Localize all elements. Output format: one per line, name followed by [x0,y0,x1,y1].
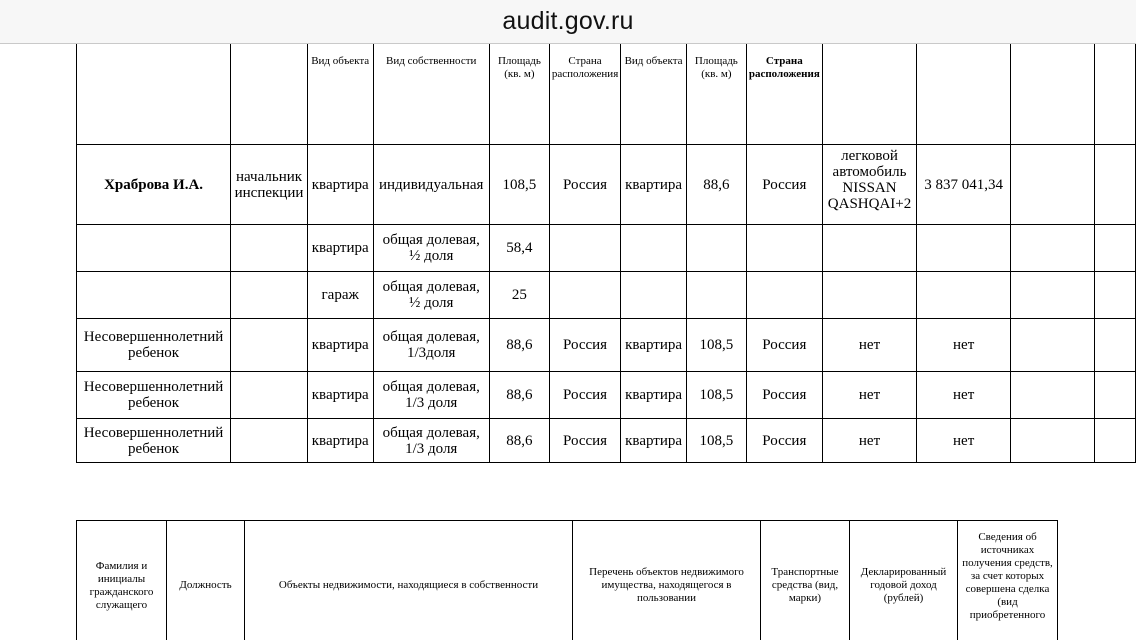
header-area-used: Площадь (кв. м) [686,44,746,145]
table-row [77,272,1136,319]
table-row [77,225,1136,272]
ownership-type: общая долевая, 1/3 доля [373,419,489,463]
table-row [77,419,1136,463]
declared-income [917,225,1011,272]
official-position [231,272,308,319]
ownership-type: общая долевая, 1/3доля [373,319,489,372]
header-empty-extra [1095,44,1136,145]
income-sources [1011,372,1095,419]
header-empty-name [77,44,231,145]
used-country: Россия [746,372,822,419]
income-sources [1011,319,1095,372]
used-object-type: квартира [621,372,687,419]
owned-object-type: квартира [307,225,373,272]
owned-area: 88,6 [489,319,549,372]
owned-object-type: квартира [307,319,373,372]
declared-income: 3 837 041,34 [917,145,1011,225]
income-sources [1011,272,1095,319]
used-country: Россия [746,319,822,372]
declared-income [917,272,1011,319]
owned-country: Россия [549,319,620,372]
used-area: 108,5 [686,372,746,419]
used-object-type: квартира [621,145,687,225]
official-name: Несовершеннолетний ребенок [77,319,231,372]
declared-income: нет [917,372,1011,419]
used-country [746,272,822,319]
official-name: Храброва И.А. [77,145,231,225]
ownership-type: общая долевая, ½ доля [373,272,489,319]
header-country-used: Страна расположения [746,44,822,145]
used-object-type [621,225,687,272]
header-ownership-type: Вид собственности [373,44,489,145]
used-country: Россия [746,419,822,463]
used-area [686,272,746,319]
owned-area: 88,6 [489,419,549,463]
owned-object-type: квартира [307,372,373,419]
ownership-type: общая долевая, 1/3 доля [373,372,489,419]
used-area: 88,6 [686,145,746,225]
owned-country: Россия [549,372,620,419]
header-income-sources: Сведения об источниках получения средств, за счет которых совершена сделка (вид приобретенного [958,521,1058,640]
used-object-type: квартира [621,319,687,372]
header-row [77,521,1058,640]
income-sources [1011,225,1095,272]
header-object-type-owned: Вид объекта [307,44,373,145]
used-area: 108,5 [686,319,746,372]
used-area: 108,5 [686,419,746,463]
transport-vehicle: нет [822,319,916,372]
owned-country: Россия [549,145,620,225]
owned-country [549,272,620,319]
declared-income: нет [917,319,1011,372]
table-row [77,372,1136,419]
second-table-header [76,520,1058,640]
header-owned-property: Объекты недвижимости, находящиеся в собственности [245,521,573,640]
declaration-table [76,44,1136,463]
transport-vehicle: нет [822,419,916,463]
official-name [77,225,231,272]
header-country-owned: Страна расположения [549,44,620,145]
income-sources [1011,145,1095,225]
table-row [77,145,1136,225]
extra-cell [1095,419,1136,463]
declared-income: нет [917,419,1011,463]
owned-country: Россия [549,419,620,463]
used-country: Россия [746,145,822,225]
header-empty-income [917,44,1011,145]
header-row [77,44,1136,145]
official-position [231,319,308,372]
official-name [77,272,231,319]
owned-country [549,225,620,272]
header-area-owned: Площадь (кв. м) [489,44,549,145]
owned-area: 25 [489,272,549,319]
income-sources [1011,419,1095,463]
document-page [0,44,1136,640]
owned-object-type: квартира [307,145,373,225]
owned-area: 88,6 [489,372,549,419]
header-declared-income: Декларированный годовой доход (рублей) [850,521,958,640]
url-text[interactable]: audit.gov.ru [502,7,634,35]
extra-cell [1095,272,1136,319]
header-object-type-used: Вид объекта [621,44,687,145]
official-name: Несовершеннолетний ребенок [77,419,231,463]
extra-cell [1095,372,1136,419]
browser-address-bar[interactable] [0,0,1136,44]
extra-cell [1095,225,1136,272]
header-transport: Транспортные средства (вид, марки) [761,521,850,640]
header-full-name: Фамилия и инициалы гражданского служащего [77,521,167,640]
official-name: Несовершеннолетний ребенок [77,372,231,419]
ownership-type: индивидуальная [373,145,489,225]
official-position: начальник инспекции [231,145,308,225]
used-area [686,225,746,272]
extra-cell [1095,319,1136,372]
header-used-property: Перечень объектов недвижимого имущества, находящегося в пользовании [573,521,761,640]
owned-area: 108,5 [489,145,549,225]
extra-cell [1095,145,1136,225]
transport-vehicle: легковой автомобиль NISSAN QASHQAI+2 [822,145,916,225]
header-empty-position [231,44,308,145]
header-empty-sources [1011,44,1095,145]
used-object-type: квартира [621,419,687,463]
transport-vehicle [822,225,916,272]
header-empty-transport [822,44,916,145]
transport-vehicle [822,272,916,319]
official-position [231,419,308,463]
official-position [231,372,308,419]
table-row [77,319,1136,372]
used-country [746,225,822,272]
transport-vehicle: нет [822,372,916,419]
header-position: Должность [167,521,245,640]
owned-object-type: гараж [307,272,373,319]
owned-area: 58,4 [489,225,549,272]
ownership-type: общая долевая, ½ доля [373,225,489,272]
owned-object-type: квартира [307,419,373,463]
official-position [231,225,308,272]
used-object-type [621,272,687,319]
